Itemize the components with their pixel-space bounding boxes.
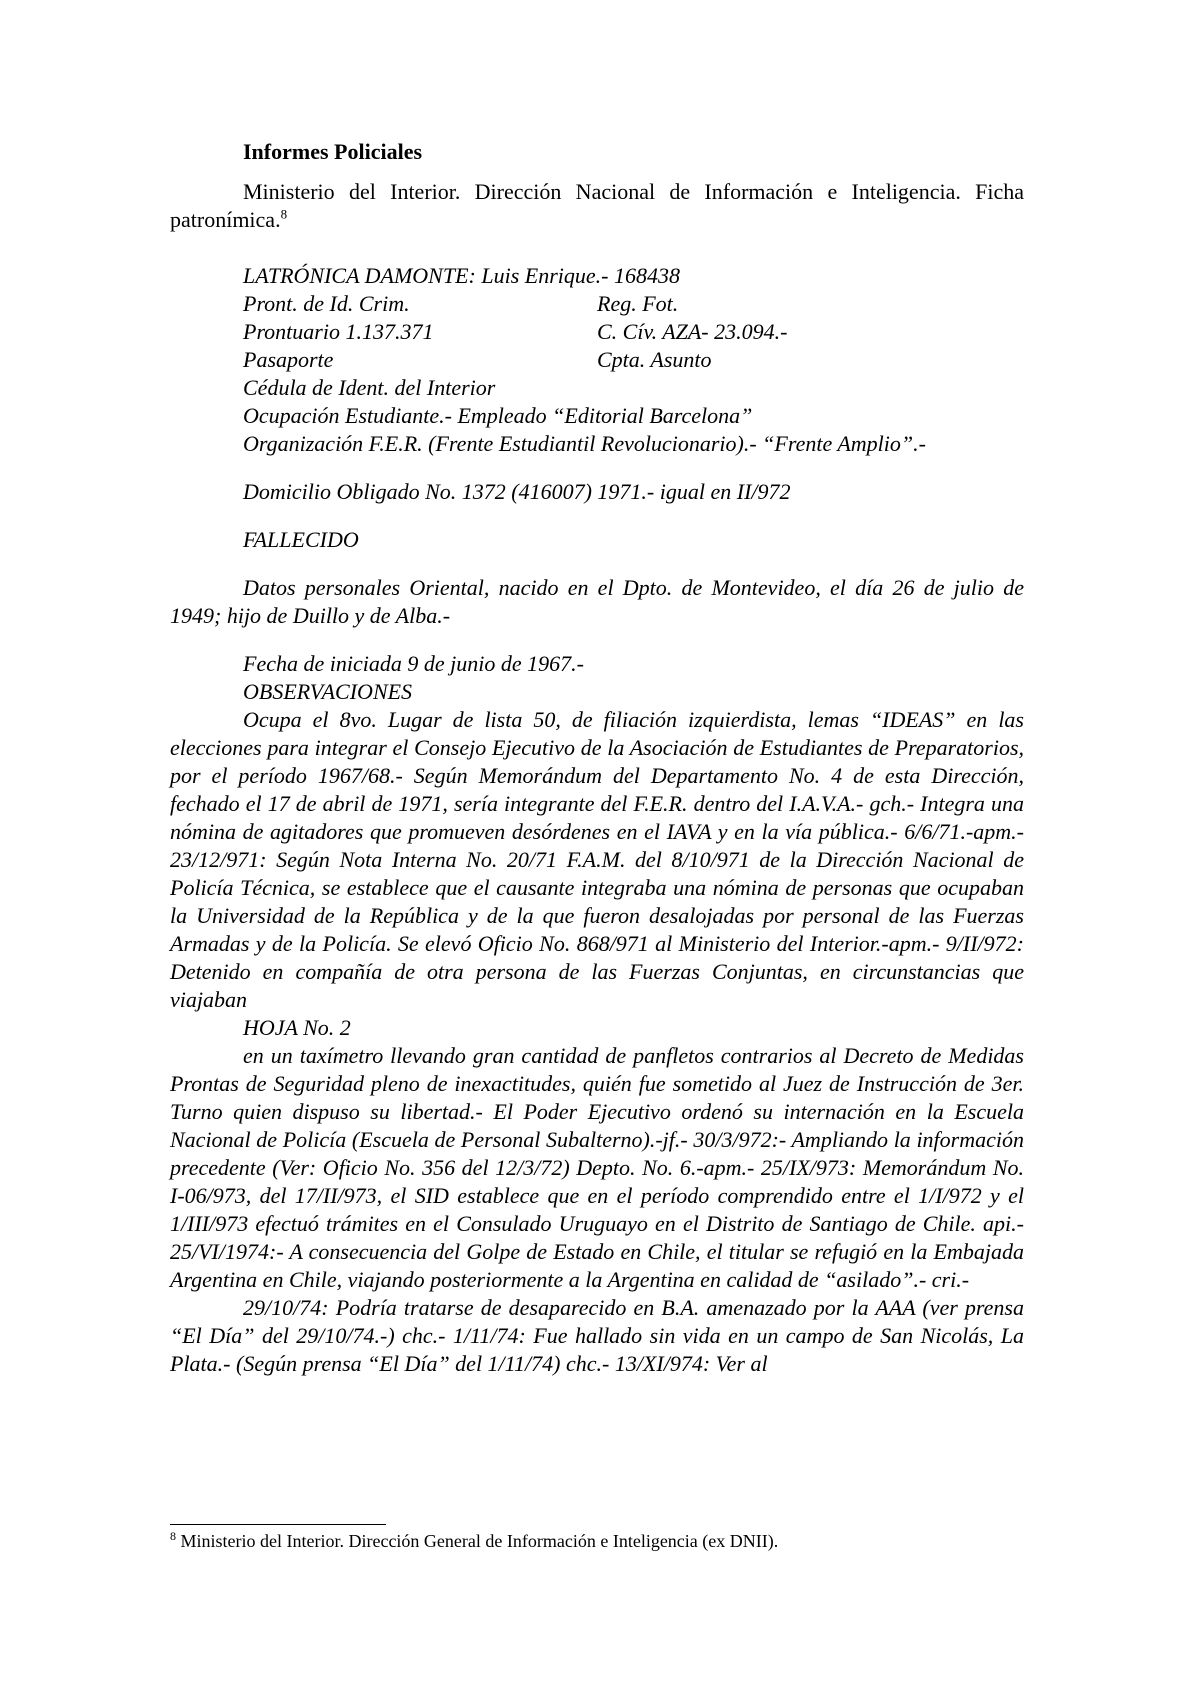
record-row-right: C. Cív. AZA- 23.094.- xyxy=(597,319,788,344)
observaciones-paragraph-3: 29/10/74: Podría tratarse de desaparecido en B.A. amenazado por la AAA (ver prensa “El Día” del 29/10/74.-) chc.- 1/11/74: Fue hallado sin vida en un campo de San Nicolás, La Plata.- (Según prensa “El Día” del 1/11/74) chc.- 13/XI/974: Ver al xyxy=(170,1295,1024,1376)
record-cedula: Cédula de Ident. del Interior xyxy=(243,375,496,400)
fecha-iniciada: Fecha de iniciada 9 de junio de 1967.- xyxy=(243,651,584,676)
intro-paragraph xyxy=(170,178,1024,234)
record-fallecido: FALLECIDO xyxy=(243,527,359,552)
footnote xyxy=(170,1530,778,1552)
record-row-right: Cpta. Asunto xyxy=(597,347,712,372)
record-row xyxy=(243,346,1024,374)
record-row-left: Pasaporte xyxy=(243,347,334,372)
footnote-divider xyxy=(170,1524,386,1525)
observaciones-paragraph-2: en un taxímetro llevando gran cantidad de panfletos contrarios al Decreto de Medidas Prontas de Seguridad pleno de inexactitudes, quién fue sometido al Juez de Instrucción de 3er. Turno quien dispuso su libertad.- El Poder Ejecutivo ordenó su internación en la Escuela Nacional de Policía (Escuela de Personal Subalterno).-jf.- 30/3/972:- Ampliando la información precedente (Ver: Oficio No. 356 del 12/3/72) Depto. No. 6.-apm.- 25/IX/973: Memorándum No. I-06/973, del 17/II/973, el SID establece que en el período comprendido entre el 1/I/972 y el 1/III/973 efectuó trámites en el Consulado Uruguayo en el Distrito de Santiago de Chile. api.- 25/VI/1974:- A consecuencia del Golpe de Estado en Chile, el titular se refugió en la Embajada Argentina en Chile, viajando posteriormente a la Argentina en calidad de “asilado”.- cri.- xyxy=(170,1043,1024,1292)
record-row-left: Pront. de Id. Crim. xyxy=(243,291,410,316)
record-row-left: Prontuario 1.137.371 xyxy=(243,319,434,344)
document-page xyxy=(170,138,1024,1378)
record-row xyxy=(243,290,1024,318)
section-heading: Informes Policiales xyxy=(243,139,423,164)
record-organizacion: Organización F.E.R. (Frente Estudiantil Revolucionario).- “Frente Amplio”.- xyxy=(243,431,926,456)
footnote-reference[interactable]: 8 xyxy=(280,206,288,222)
datos-personales: Datos personales Oriental, nacido en el Dpto. de Montevideo, el día 26 de julio de 1949; hijo de Duillo y de Alba.- xyxy=(170,575,1024,628)
hoja-label: HOJA No. 2 xyxy=(243,1015,351,1040)
record-domicilio: Domicilio Obligado No. 1372 (416007) 1971.- igual en II/972 xyxy=(243,479,791,504)
record-ocupacion: Ocupación Estudiante.- Empleado “Editorial Barcelona” xyxy=(243,403,753,428)
record-name-line: LATRÓNICA DAMONTE: Luis Enrique.- 168438 xyxy=(243,263,680,288)
record-row xyxy=(243,318,1024,346)
footnote-text: Ministerio del Interior. Dirección General de Información e Inteligencia (ex DNII). xyxy=(176,1531,779,1551)
footnote-number: 8 xyxy=(170,1529,176,1543)
intro-text: Ministerio del Interior. Dirección Nacional de Información e Inteligencia. Ficha patronímica. xyxy=(170,179,1024,232)
observaciones-label: OBSERVACIONES xyxy=(243,679,413,704)
record-header xyxy=(170,262,1024,554)
observaciones-paragraph-1: Ocupa el 8vo. Lugar de lista 50, de filiación izquierdista, lemas “IDEAS” en las elecciones para integrar el Consejo Ejecutivo de la Asociación de Estudiantes de Preparatorios, por el período 1967/68.- Según Memorándum del Departamento No. 4 de esta Dirección, fechado el 17 de abril de 1971, sería integrante del F.E.R. dentro del I.A.V.A.- gch.- Integra una nómina de agitadores que promueven desórdenes en el IAVA y en la vía pública.- 6/6/71.-apm.- 23/12/971: Según Nota Interna No. 20/71 F.A.M. del 8/10/971 de la Dirección Nacional de Policía Técnica, se establece que el causante integraba una nómina de personas que ocupaban la Universidad de la República y de la que fueron desalojadas por personal de las Fuerzas Armadas y de la Policía. Se elevó Oficio No. 868/971 al Ministerio del Interior.-apm.- 9/II/972: Detenido en compañía de otra persona de las Fuerzas Conjuntas, en circunstancias que viajaban xyxy=(170,707,1024,1012)
record-row-right: Reg. Fot. xyxy=(597,291,679,316)
